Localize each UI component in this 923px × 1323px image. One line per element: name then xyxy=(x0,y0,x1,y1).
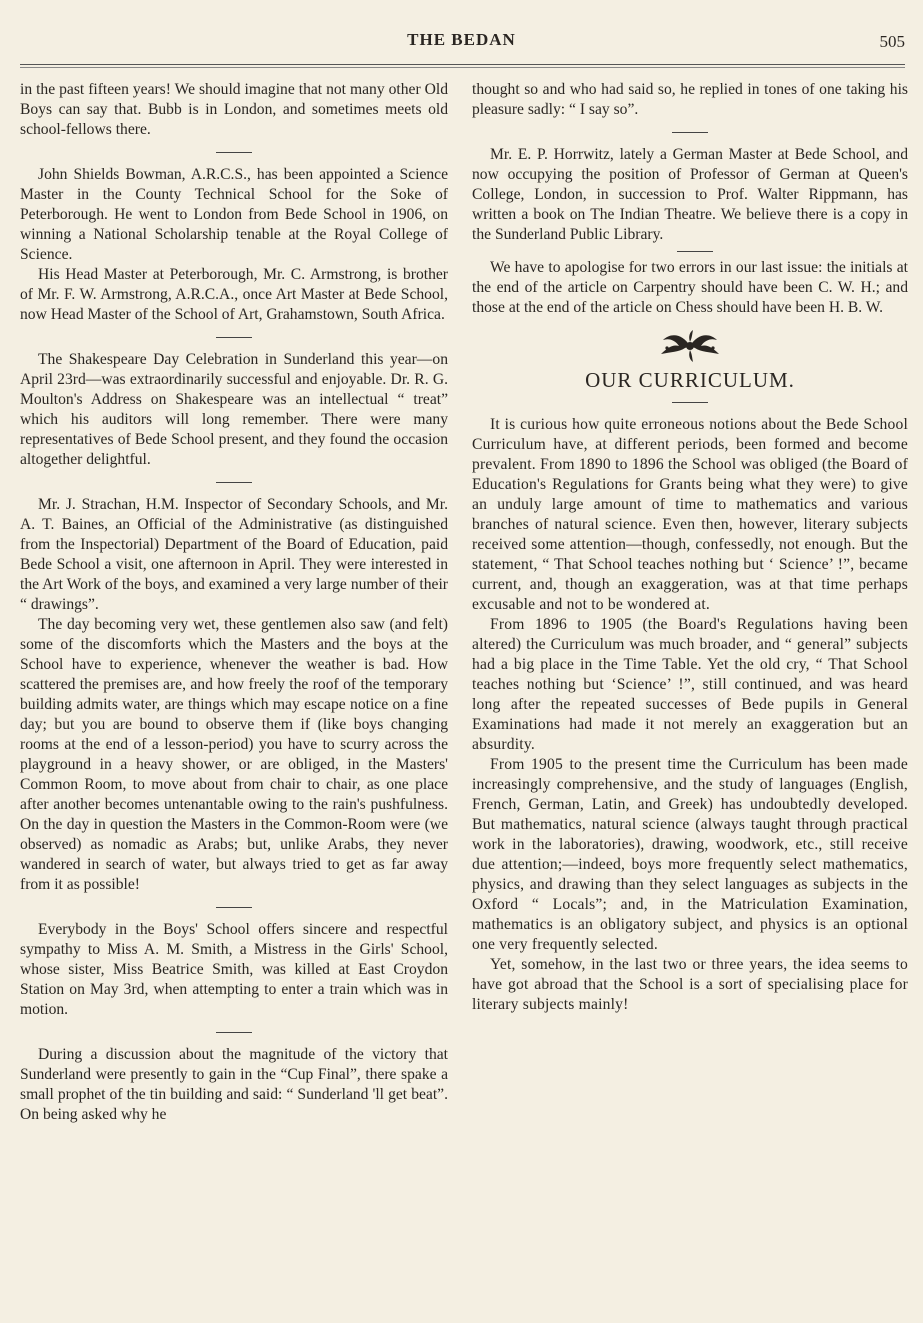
paragraph: The day becoming very wet, these gentlemen also saw (and felt) some of the discomforts which the Masters and the boys at the School have to experience, whenever the weather is bad. How scattered the premises are, and how freely the roof of the temporary building admits water, are things which may escape notice on a fine day; but you are bound to observe them if (like boys changing rooms at the end of a lesson-period) you have to scurry across the playground in a heavy shower, or are obliged, in the Masters' Common Room, to move about from chair to chair, as one place after another becomes untenantable owing to the rain's pushfulness. On the day in question the Masters in the Common-Room were (we observed) as nomadic as Arabs; but, unlike Arabs, they never wandered in search of water, but always tried to get as far away from it as possible! xyxy=(20,616,448,893)
section-divider xyxy=(216,152,252,153)
paragraph: We have to apologise for two errors in our last issue: the initials at the end of the article on Carpentry should have been C. W. H.; and those at the end of the article on Chess should have been H. B. W. xyxy=(472,259,908,316)
section-divider xyxy=(672,132,708,133)
paragraph: His Head Master at Peterborough, Mr. C. Armstrong, is brother of Mr. F. W. Armstrong, A.R.C.A., once Art Master at Bede School, now Head Master of the School of Art, Grahamstown, South Africa. xyxy=(20,266,448,323)
header-rule-secondary xyxy=(20,67,905,68)
paragraph: Yet, somehow, in the last two or three years, the idea seems to have got abroad that the School is a sort of specialising place for literary subjects mainly! xyxy=(472,956,908,1013)
section-divider xyxy=(216,482,252,483)
paragraph: Everybody in the Boys' School offers sincere and respectful sympathy to Miss A. M. Smith, a Mistress in the Girls' School, whose sister, Miss Beatrice Smith, was killed at East Croydon Station on May 3rd, when attempting to enter a train which was in motion. xyxy=(20,921,448,1018)
left-column xyxy=(20,80,448,1125)
paragraph: John Shields Bowman, A.R.C.S., has been appointed a Science Master in the County Technical School for the Soke of Peterborough. He went to London from Bede School in 1906, on winning a National Scholarship tenable at the Royal College of Science. xyxy=(20,166,448,263)
running-title: THE BEDAN xyxy=(407,30,516,49)
paragraph: Mr. J. Strachan, H.M. Inspector of Secondary Schools, and Mr. A. T. Baines, an Official of the Administrative (as distinguished from the Inspectorial) Department of the Board of Education, paid Bede School a visit, one afternoon in April. They were interested in the Art Work of the boys, and examined a very large number of their “ drawings”. xyxy=(20,496,448,613)
section-divider xyxy=(672,402,708,403)
section-divider xyxy=(216,1032,252,1033)
paragraph: During a discussion about the magnitude of the victory that Sunderland were presently to gain in the “Cup Final”, there spake a small prophet of the tin building and said: “ Sunderland 'll get beat”. On being asked why he xyxy=(20,1046,448,1123)
page-number: 505 xyxy=(879,32,905,51)
paragraph: From 1905 to the present time the Curriculum has been made increasingly comprehensive, and the study of languages (English, French, German, Latin, and Greek) has undoubtedly developed. But mathematics, natural science (always taught through practical work in the laboratories), drawing, woodwork, etc., still receive due attention;—indeed, boys more frequently select mathematics, physics, and drawing than they select languages as subjects in the Oxford “ Locals”; and, in the Matriculation Examination, mathematics is an obligatory subject, and physics is an optional one very frequently selected. xyxy=(472,756,908,953)
paragraph: Mr. E. P. Horrwitz, lately a German Master at Bede School, and now occupying the position of Professor of German at Queen's College, London, in succession to Prof. Walter Rippmann, has written a book on The Indian Theatre. We believe there is a copy in the Sunderland Public Library. xyxy=(472,146,908,243)
section-divider xyxy=(677,251,713,252)
header-rule xyxy=(20,64,905,65)
right-column xyxy=(472,80,908,1015)
section-divider xyxy=(216,907,252,908)
paragraph: in the past fifteen years! We should imagine that not many other Old Boys can say that. Bubb is in London, and sometimes meets old school-fellows there. xyxy=(20,81,448,138)
page-header xyxy=(0,30,923,60)
paragraph: thought so and who had said so, he replied in tones of one taking his pleasure sadly: “ I say so”. xyxy=(472,81,908,118)
paragraph: From 1896 to 1905 (the Board's Regulations having been altered) the Curriculum was much broader, and “ general” subjects had a big place in the Time Table. Yet the old cry, “ That School teaches nothing but ‘Science’ !”, still continued, and was heard long after the repeated successes of Bede pupils in General Examinations had made it not merely an exaggeration but an absurdity. xyxy=(472,616,908,753)
section-title: OUR CURRICULUM. xyxy=(585,368,795,392)
section-divider xyxy=(216,337,252,338)
paragraph: It is curious how quite erroneous notions about the Bede School Curriculum have, at different periods, been formed and become prevalent. From 1890 to 1896 the School was obliged (the Board of Education's Regulations for Grants being what they were) to give an unduly large amount of time to mathematics and various branches of natural science. Even then, however, literary subjects received some attention—though, confessedly, not enough. But the statement, “ That School teaches nothing but ‘ Science’ !”, became current, and, though an exaggeration, was at that time perhaps excusable and not to be wondered at. xyxy=(472,416,908,613)
paragraph: The Shakespeare Day Celebration in Sunderland this year—on April 23rd—was extraordinarily successful and enjoyable. Dr. R. G. Moulton's Address on Shakespeare was an intellectual “ treat” which his auditors will long remember. There were many representatives of Bede School present, and they found the occasion altogether delightful. xyxy=(20,351,448,468)
floral-ornament-icon xyxy=(655,328,725,364)
